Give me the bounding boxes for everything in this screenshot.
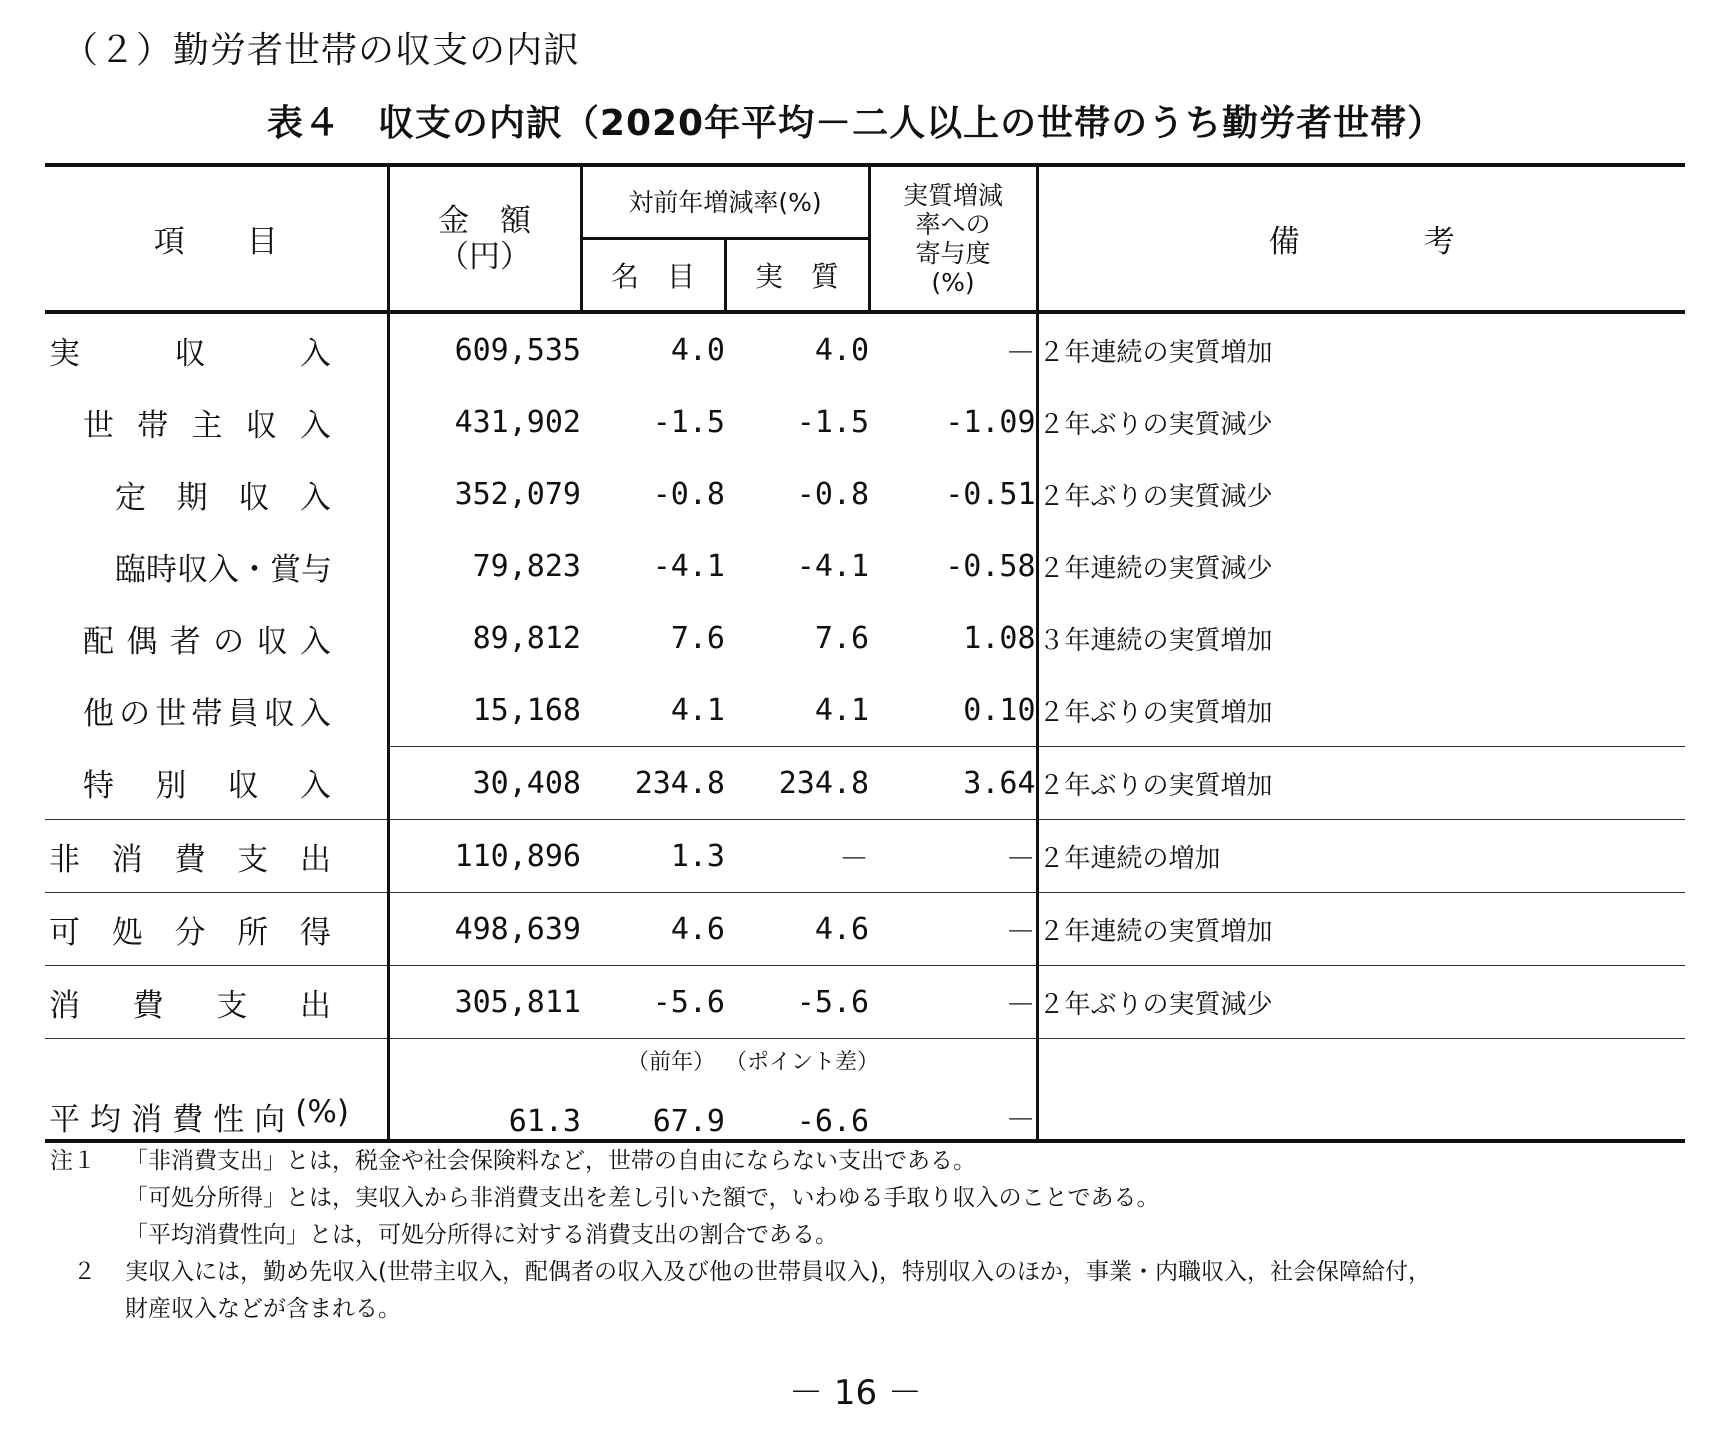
row-label-text: 世 帯 主 収 入	[83, 407, 331, 444]
footnote-line	[50, 1254, 1431, 1291]
amount-cell-value: 305,811	[454, 984, 581, 1020]
real-rate-cell-value: 4.0	[814, 332, 870, 368]
real-rate-cell-value: 4.1	[814, 692, 870, 728]
contribution-cell	[869, 893, 1037, 966]
nominal-rate-cell-value: -5.6	[652, 984, 725, 1020]
row-label	[45, 820, 388, 893]
row-note: ２年連続の実質増加	[1037, 312, 1685, 386]
real-rate-cell	[725, 458, 869, 530]
amount-cell-value: 352,079	[454, 476, 581, 512]
footnote-label	[50, 1217, 125, 1254]
real-rate-cell	[725, 893, 869, 966]
amount-cell-value: 61.3	[508, 1104, 581, 1139]
nominal-rate-cell-value: 4.1	[670, 692, 725, 728]
row-note: ２年ぶりの実質増加	[1037, 747, 1685, 820]
table-row	[45, 747, 1685, 820]
nominal-rate-cell-value: -4.1	[652, 548, 725, 584]
nominal-rate-cell	[581, 312, 725, 386]
contribution-cell	[869, 966, 1037, 1039]
nominal-sublabel: （前年）	[626, 1050, 715, 1075]
header-nominal: 名 目	[581, 239, 725, 313]
real-rate-cell-value: -5.6	[796, 984, 870, 1020]
contribution-cell	[869, 312, 1037, 386]
contribution-cell-value: -0.51	[945, 476, 1036, 512]
real-rate-cell	[725, 674, 869, 747]
contribution-cell-value: -1.09	[945, 404, 1036, 440]
real-rate-cell	[725, 966, 869, 1039]
header-item: 項 目	[153, 224, 278, 260]
footnote-text: 財産収入などが含まれる。	[125, 1296, 401, 1322]
amount-cell-value: 15,168	[472, 692, 581, 728]
contribution-cell	[869, 674, 1037, 747]
nominal-rate-cell	[581, 674, 725, 747]
real-rate-cell	[725, 747, 869, 820]
row-label	[45, 674, 388, 747]
amount-cell	[388, 747, 581, 820]
nominal-rate-cell	[581, 966, 725, 1039]
row-label	[45, 966, 388, 1039]
header-real: 実 質	[725, 239, 869, 313]
contribution-cell	[869, 386, 1037, 458]
nominal-rate-cell	[581, 386, 725, 458]
row-note: ２年ぶりの実質増加	[1037, 674, 1685, 747]
footnote-label: 注１	[50, 1148, 96, 1174]
amount-cell	[388, 674, 581, 747]
section-heading: （２）勤労者世帯の収支の内訳	[62, 30, 581, 71]
amount-cell-value: 609,535	[454, 332, 581, 368]
footnote-text: 「非消費支出」とは，税金や社会保険料など，世帯の自由にならない支出である。	[125, 1148, 976, 1174]
amount-cell	[388, 602, 581, 674]
nominal-rate-cell	[581, 747, 725, 820]
contribution-cell-value: －	[1005, 988, 1036, 1023]
footnote-line	[50, 1143, 1431, 1180]
row-label	[45, 530, 388, 602]
row-note: ２年ぶりの実質減少	[1037, 458, 1685, 530]
row-label-text: 臨 時 収 入 ・ 賞 与	[115, 551, 332, 588]
header-amount	[388, 165, 581, 312]
footnote-text: 実収入には，勤め先収入(世帯主収入，配偶者の収入及び他の世帯員収入)，特別収入のほか，事業・内職収入，社会保障給付，	[125, 1259, 1431, 1285]
row-note: ３年連続の実質増加	[1037, 602, 1685, 674]
nominal-rate-cell	[581, 893, 725, 966]
nominal-rate-cell-value: 1.3	[670, 838, 725, 874]
footnote-label	[50, 1291, 125, 1328]
table-row	[45, 530, 1685, 602]
real-rate-cell-value: -0.8	[796, 476, 870, 512]
table-row	[45, 458, 1685, 530]
row-label	[45, 893, 388, 966]
amount-cell	[388, 312, 581, 386]
row-label-text: 特 別 収 入	[83, 768, 331, 805]
footnote-line	[50, 1217, 1431, 1254]
header-contrib-line4: (%)	[931, 267, 975, 297]
real-rate-cell-value: 7.6	[814, 620, 870, 656]
row-label	[45, 1039, 388, 1142]
amount-cell	[388, 458, 581, 530]
contribution-cell-value: 0.10	[963, 692, 1036, 728]
real-rate-cell-value: -1.5	[796, 404, 870, 440]
contribution-cell-value: 3.64	[963, 765, 1036, 801]
row-label-text: 非 消 費 支 出	[49, 841, 331, 878]
table-row	[45, 312, 1685, 386]
table-row	[45, 820, 1685, 893]
footnote-text: 「可処分所得」とは，実収入から非消費支出を差し引いた額で，いわゆる手取り収入のことである。	[125, 1185, 1160, 1211]
row-note: ２年ぶりの実質減少	[1037, 966, 1685, 1039]
header-note: 備 考	[1037, 165, 1685, 312]
footnote-line	[50, 1291, 1431, 1328]
footnote-line	[50, 1180, 1431, 1217]
nominal-rate-cell	[581, 458, 725, 530]
table-row	[45, 966, 1685, 1039]
contribution-cell-value: －	[1005, 1103, 1036, 1138]
real-sublabel: （ポイント差）	[725, 1050, 880, 1075]
row-label-text: 平 均 消 費 性 向 (%)	[49, 1094, 349, 1138]
header-amount-label: 金 額	[438, 202, 531, 239]
table-title: 表４ 収支の内訳（2020年平均－二人以上の世帯のうち勤労者世帯）	[266, 103, 1445, 144]
amount-cell-value: 30,408	[472, 765, 581, 801]
footnote-label	[50, 1180, 125, 1217]
real-rate-cell	[725, 530, 869, 602]
footnotes	[50, 1143, 1431, 1328]
nominal-rate-cell-value: 7.6	[670, 620, 725, 656]
nominal-rate-cell	[581, 602, 725, 674]
nominal-rate-cell-value: 234.8	[634, 765, 725, 801]
row-label-text: 配 偶 者 の 収 入	[83, 623, 331, 660]
amount-cell-value: 498,639	[454, 911, 581, 947]
contribution-cell-value: －	[1005, 842, 1036, 877]
row-label-text: 実 収 入	[49, 335, 331, 372]
row-note: ２年ぶりの実質減少	[1037, 386, 1685, 458]
real-rate-cell	[725, 312, 869, 386]
income-expenditure-table	[45, 163, 1685, 1143]
amount-cell	[388, 386, 581, 458]
amount-cell-value: 79,823	[472, 548, 581, 584]
nominal-rate-cell-value: -0.8	[652, 476, 725, 512]
amount-cell-value: 431,902	[454, 404, 581, 440]
real-rate-cell-value: -4.1	[796, 548, 870, 584]
header-amount-unit: （円）	[438, 238, 531, 275]
amount-cell	[388, 820, 581, 893]
row-label	[45, 602, 388, 674]
footnote-label: ２	[50, 1259, 96, 1285]
header-yoy-rate: 対前年増減率(%)	[581, 165, 869, 239]
contribution-cell-value: －	[1005, 336, 1036, 371]
row-label-text: 可 処 分 所 得	[49, 914, 331, 951]
nominal-rate-cell	[581, 820, 725, 893]
contribution-cell-value: -0.58	[945, 548, 1036, 584]
contribution-cell	[869, 602, 1037, 674]
row-label	[45, 386, 388, 458]
contribution-cell-value: －	[1005, 915, 1036, 950]
real-rate-cell-value: －	[839, 842, 870, 877]
real-rate-cell	[725, 386, 869, 458]
contribution-cell	[869, 820, 1037, 893]
contribution-cell-value: 1.08	[963, 620, 1036, 656]
table-row	[45, 602, 1685, 674]
page-number: － 16 －	[789, 1373, 922, 1413]
amount-cell-value: 110,896	[454, 838, 581, 874]
header-contribution	[869, 165, 1037, 312]
real-rate-cell-value: 4.6	[814, 911, 870, 947]
footnote-text: 「平均消費性向」とは，可処分所得に対する消費支出の割合である。	[125, 1222, 838, 1248]
nominal-rate-cell	[581, 530, 725, 602]
row-note	[1037, 1039, 1685, 1142]
header-contrib-line1: 実質増減	[903, 180, 1004, 210]
amount-cell-value: 89,812	[472, 620, 581, 656]
row-label	[45, 458, 388, 530]
contribution-cell	[869, 458, 1037, 530]
real-rate-cell	[725, 820, 869, 893]
nominal-rate-cell-value: -1.5	[652, 404, 725, 440]
nominal-rate-cell-value: 4.0	[670, 332, 725, 368]
row-label-text: 定 期 収 入	[115, 479, 331, 516]
table-row	[45, 386, 1685, 458]
row-label	[45, 312, 388, 386]
contribution-cell	[869, 747, 1037, 820]
table-row	[45, 674, 1685, 747]
amount-cell	[388, 893, 581, 966]
table-row	[45, 1039, 1685, 1142]
nominal-rate-cell	[581, 1039, 725, 1142]
real-rate-cell-value: 234.8	[778, 765, 870, 801]
nominal-rate-cell-value: 67.9	[652, 1104, 725, 1139]
contribution-cell	[869, 1039, 1037, 1142]
contribution-cell	[869, 530, 1037, 602]
row-label	[45, 747, 388, 820]
nominal-rate-cell-value: 4.6	[670, 911, 725, 947]
amount-cell	[388, 530, 581, 602]
real-rate-cell	[725, 602, 869, 674]
amount-cell	[388, 966, 581, 1039]
row-note: ２年連続の実質減少	[1037, 530, 1685, 602]
row-label-text: 他 の 世 帯 員 収 入	[83, 695, 331, 732]
header-contrib-line2: 率への	[915, 209, 991, 239]
amount-cell	[388, 1039, 581, 1142]
row-note: ２年連続の増加	[1037, 820, 1685, 893]
table-row	[45, 893, 1685, 966]
row-note: ２年連続の実質増加	[1037, 893, 1685, 966]
row-label-text: 消 費 支 出	[49, 987, 331, 1024]
real-rate-cell	[725, 1039, 880, 1142]
header-contrib-line3: 寄与度	[915, 238, 991, 268]
real-rate-cell-value: -6.6	[796, 1104, 870, 1139]
